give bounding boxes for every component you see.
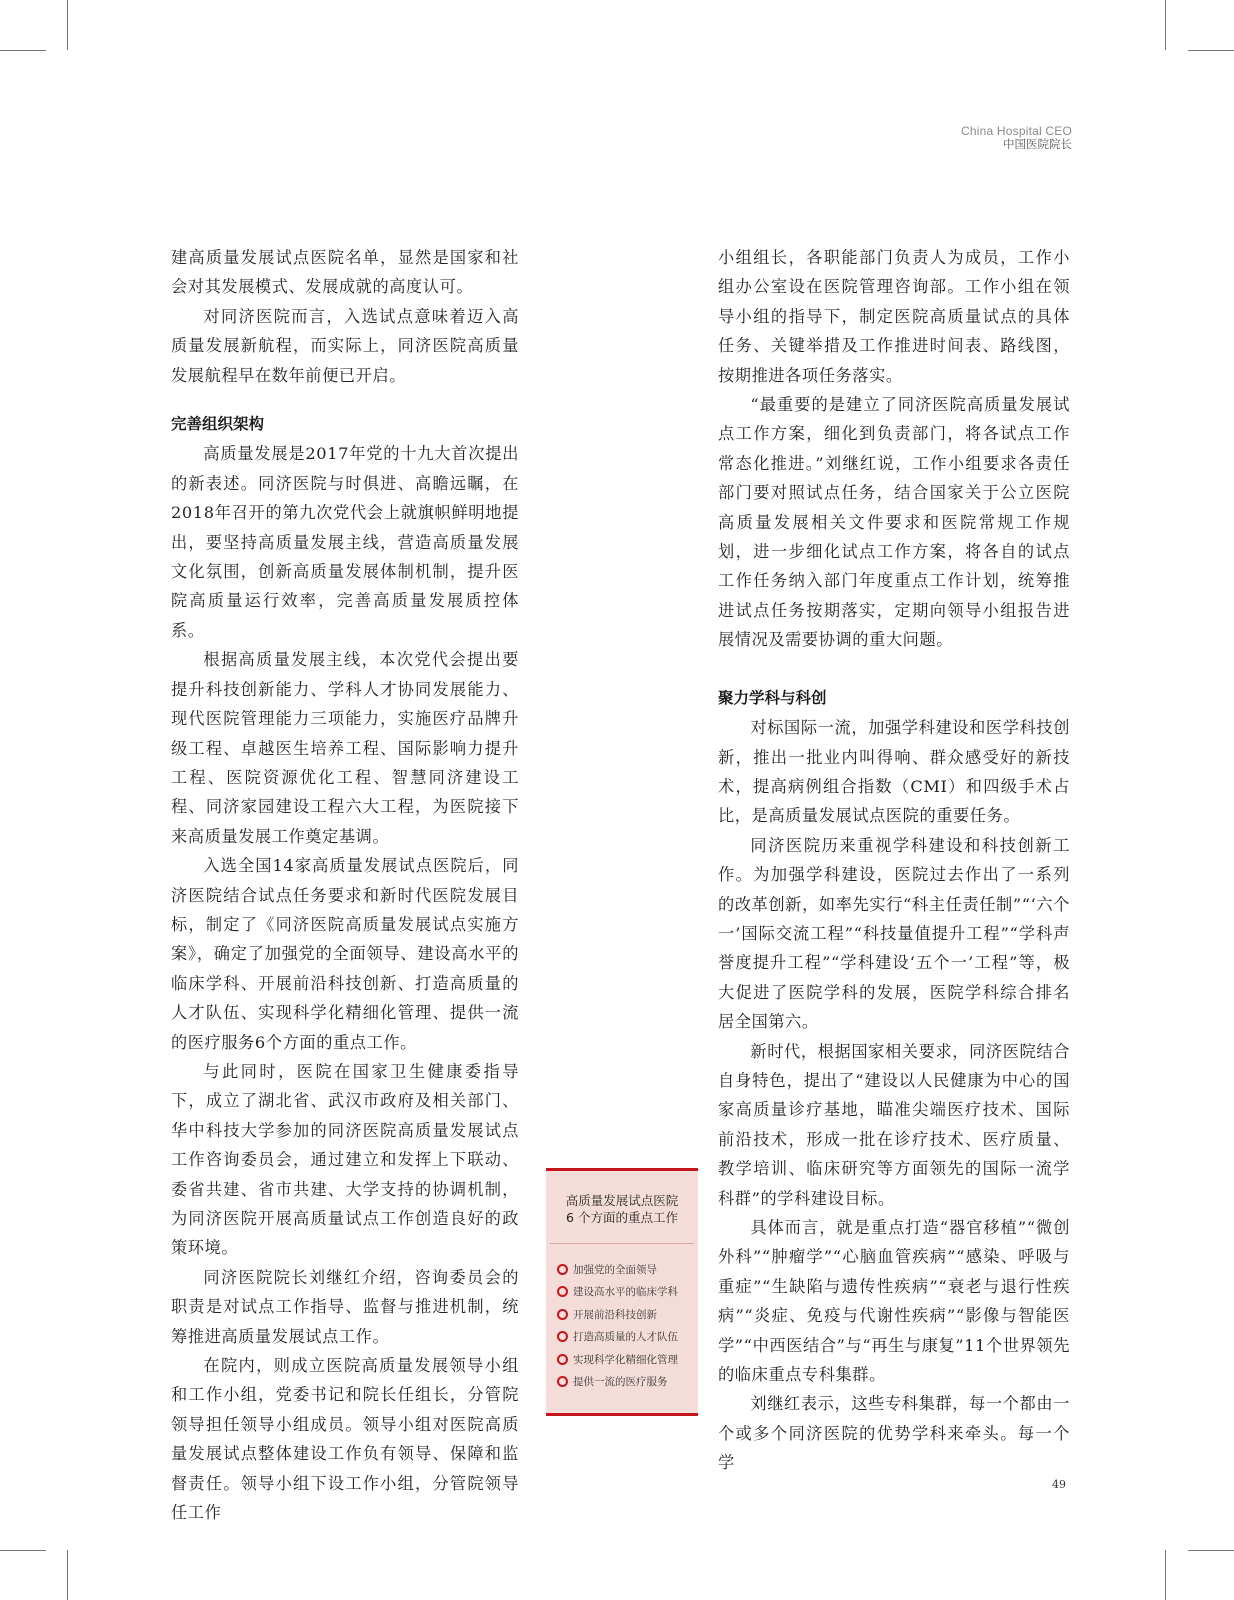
sidebox-item-text: 开展前沿科技创新 [573, 1308, 657, 1321]
crop-mark [1188, 1550, 1234, 1551]
crop-mark [1188, 50, 1234, 51]
sidebox-item-text: 实现科学化精细化管理 [573, 1353, 678, 1366]
section-heading: 聚力学科与科创 [718, 688, 827, 707]
ring-bullet-icon [557, 1309, 568, 1320]
crop-mark [0, 50, 46, 51]
sidebox-divider [550, 1243, 694, 1244]
body-paragraph: 同济医院历来重视学科建设和科技创新工作。为加强学科建设，医院过去作出了一系列的改革创新，如率先实行“科主任责任制”“‘六个一’国际交流工程”“科技量值提升工程”“学科声誉度提升工程”“学科建设‘五个一’工程”等，极大促进了医院学科的发展，医院学科综合排名居全国第六。 [718, 835, 1070, 1032]
sidebox-title-line1: 高质量发展试点医院 [565, 1193, 679, 1208]
sidebox-item [557, 1348, 698, 1371]
highlight-sidebox [546, 1168, 698, 1416]
header-chinese: 中国医院院长 [1003, 139, 1072, 151]
body-paragraph: 与此同时，医院在国家卫生健康委指导下，成立了湖北省、武汉市政府及相关部门、华中科技大学参加的同济医院高质量发展试点工作咨询委员会，通过建立和发挥上下联动、委省共建、省市共建、大学支持的协调机制，为同济医院开展高质量试点工作创造良好的政策环境。 [171, 1061, 519, 1258]
body-paragraph: 对同济医院而言，入选试点意味着迈入高质量发展新航程，而实际上，同济医院高质量发展航程早在数年前便已开启。 [171, 306, 519, 385]
body-paragraph: 新时代，根据国家相关要求，同济医院结合自身特色，提出了“建设以人民健康为中心的国家高质量诊疗基地，瞄准尖端医疗技术、国际前沿技术，形成一批在诊疗技术、医疗质量、教学培训、临床研究等方面领先的国际一流学科群”的学科建设目标。 [718, 1041, 1070, 1208]
sidebox-title [546, 1192, 698, 1226]
sidebox-item-text: 提供一流的医疗服务 [573, 1376, 668, 1389]
body-paragraph: 入选全国14家高质量发展试点医院后，同济医院结合试点任务要求和新时代医院发展目标，制定了《同济医院高质量发展试点实施方案》，确定了加强党的全面领导、建设高水平的临床学科、开展前沿科技创新、打造高质量的人才队伍、实现科学化精细化管理、提供一流的医疗服务6个方面的重点工作。 [171, 856, 519, 1052]
body-paragraph: 同济医院院长刘继红介绍，咨询委员会的职责是对试点工作指导、监督与推进机制，统筹推进高质量发展试点工作。 [171, 1267, 519, 1346]
sidebox-title-line2: 6 个方面的重点工作 [566, 1210, 678, 1225]
body-paragraph: 对标国际一流，加强学科建设和医学科技创新，推出一批业内叫得响、群众感受好的新技术，提高病例组合指数（CMI）和四级手术占比，是高质量发展试点医院的重要任务。 [718, 718, 1070, 826]
body-paragraph: 小组组长，各职能部门负责人为成员，工作小组办公室设在医院管理咨询部。工作小组在领导小组的指导下，制定医院高质量试点的具体任务、关键举措及工作推进时间表、路线图，按期推进各项任务落实。 [718, 248, 1070, 385]
sidebox-item [557, 1371, 698, 1394]
body-paragraph: 在院内，则成立医院高质量发展领导小组和工作小组，党委书记和院长任组长，分管院领导担任领导小组成员。领导小组对医院高质量发展试点整体建设工作负有领导、保障和监督责任。领导小组下设工作小组，分管院领导任工作 [171, 1356, 519, 1523]
ring-bullet-icon [557, 1264, 568, 1275]
section-heading: 完善组织架构 [171, 415, 265, 434]
crop-mark [0, 1550, 46, 1551]
body-paragraph: 建高质量发展试点医院名单，显然是国家和社会对其发展模式、发展成就的高度认可。 [171, 248, 519, 297]
body-paragraph: 根据高质量发展主线，本次党代会提出要提升科技创新能力、学科人才协同发展能力、现代医院管理能力三项能力，实施医疗品牌升级工程、卓越医生培养工程、国际影响力提升工程、医院资源优化工程、智慧同济建设工程、同济家园建设工程六大工程，为医院接下来高质量发展工作奠定基调。 [171, 650, 519, 846]
body-paragraph: “最重要的是建立了同济医院高质量发展试点工作方案，细化到负责部门，将各试点工作常态化推进。”刘继红说，工作小组要求各责任部门要对照试点任务，结合国家关于公立医院高质量发展相关文件要求和医院常规工作规划，进一步细化试点工作方案，将各自的试点工作任务纳入部门年度重点工作计划，统筹推进试点任务按期落实，定期向领导小组报告进展情况及需要协调的重大问题。 [718, 395, 1070, 650]
left-column [171, 243, 519, 1527]
right-column [718, 243, 1070, 1478]
running-header [961, 124, 1072, 152]
sidebox-item [557, 1303, 698, 1326]
sidebox-item-text: 建设高水平的临床学科 [573, 1286, 678, 1299]
sidebox-list [546, 1258, 698, 1393]
sidebox-item [557, 1326, 698, 1349]
ring-bullet-icon [557, 1286, 568, 1297]
crop-mark [67, 1550, 68, 1600]
ring-bullet-icon [557, 1376, 568, 1387]
sidebox-item-text: 加强党的全面领导 [573, 1263, 657, 1276]
ring-bullet-icon [557, 1331, 568, 1342]
body-paragraph: 高质量发展是2017年党的十九大首次提出的新表述。同济医院与时俱进、高瞻远瞩，在2018年召开的第九次党代会上就旗帜鲜明地提出，要坚持高质量发展主线，营造高质量发展文化氛围，创新高质量发展体制机制，提升医院高质量运行效率，完善高质量发展质控体系。 [171, 444, 519, 640]
crop-mark [1165, 1550, 1166, 1600]
header-english: China Hospital CEO [961, 124, 1072, 138]
sidebox-item [557, 1281, 698, 1304]
crop-mark [1165, 0, 1166, 50]
crop-mark [67, 0, 68, 50]
body-paragraph: 刘继红表示，这些专科集群，每一个都由一个或多个同济医院的优势学科来牵头。每一个学 [718, 1394, 1070, 1473]
sidebox-item [557, 1258, 698, 1281]
page-number: 49 [1052, 1478, 1066, 1491]
body-paragraph: 具体而言，就是重点打造“器官移植”“微创外科”“肿瘤学”“心脑血管疾病”“感染、呼吸与重症”“生缺陷与遗传性疾病”“衰老与退行性疾病”“炎症、免疫与代谢性疾病”“影像与智能医学”“中西医结合”与“再生与康复”11个世界领先的临床重点专科集群。 [718, 1218, 1070, 1385]
sidebox-item-text: 打造高质量的人才队伍 [573, 1331, 678, 1344]
ring-bullet-icon [557, 1354, 568, 1365]
